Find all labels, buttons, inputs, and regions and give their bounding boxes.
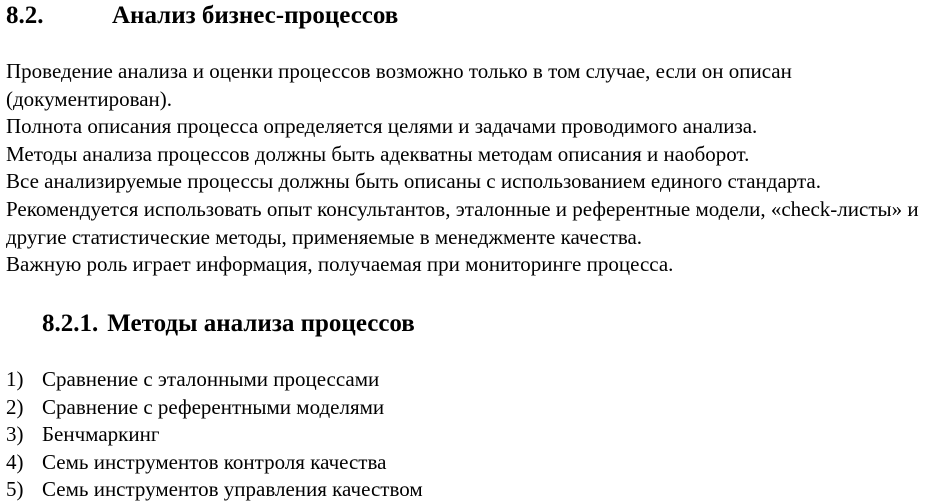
paragraph: Все анализируемые процессы должны быть описаны с использованием единого стандарта. xyxy=(6,169,822,194)
list-item-text: Сравнение с референтными моделями xyxy=(42,394,385,419)
paragraph: Методы анализа процессов должны быть адекватны методам описания и наоборот. xyxy=(6,141,750,166)
paragraph: Рекомендуется использовать опыт консультантов, эталонные и референтные модели, «check-листы» и другие статистические методы, применяемые в менеджменте качества. xyxy=(6,196,919,249)
list-item-text: Сравнение с эталонными процессами xyxy=(42,367,380,391)
list-item-text: Бенчмаркинг xyxy=(42,422,160,447)
subsection-number: 8.2.1. xyxy=(42,310,99,337)
subsection-heading xyxy=(42,308,415,340)
list-item xyxy=(6,366,423,394)
subsection-title: Методы анализа процессов xyxy=(107,310,415,337)
paragraph: Полнота описания процесса определяется целями и задачами проводимого анализа. xyxy=(6,114,758,139)
list-item-text: Семь инструментов управления качеством xyxy=(42,477,423,502)
section-number: 8.2. xyxy=(6,2,44,29)
methods-list xyxy=(6,366,423,504)
list-marker: 4) xyxy=(6,449,24,474)
list-marker: 2) xyxy=(6,394,24,419)
body-text xyxy=(6,58,942,279)
list-item xyxy=(6,449,423,477)
list-marker: 3) xyxy=(6,422,24,447)
paragraph: Важную роль играет информация, получаемая при мониторинге процесса. xyxy=(6,252,674,277)
section-heading xyxy=(6,0,398,32)
paragraph: Проведение анализа и оценки процессов возможно только в том случае, если он описан (документирован). xyxy=(6,59,792,111)
list-item-text: Семь инструментов контроля качества xyxy=(42,449,387,474)
list-item xyxy=(6,394,423,422)
list-marker: 1) xyxy=(6,367,24,391)
list-item xyxy=(6,476,423,504)
list-marker: 5) xyxy=(6,477,24,502)
list-item xyxy=(6,421,423,449)
section-title: Анализ бизнес-процессов xyxy=(112,2,399,29)
